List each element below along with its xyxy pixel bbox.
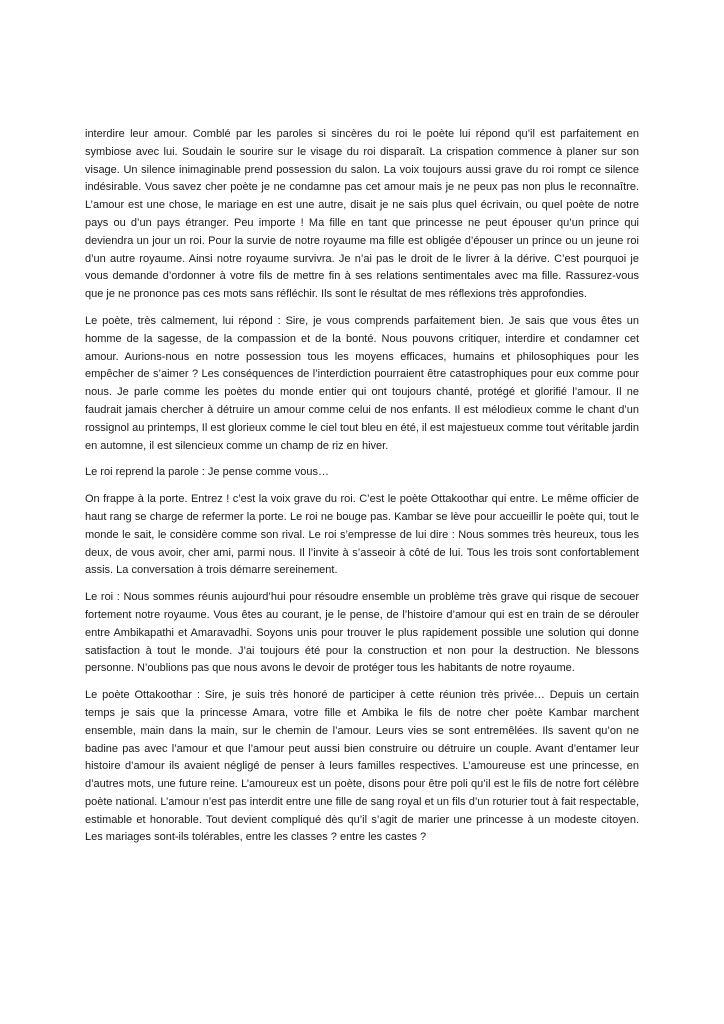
- paragraph: interdire leur amour. Comblé par les paroles si sincères du roi le poète lui répond qu’il est parfaitement en symbiose avec lui. Soudain le sourire sur le visage du roi disparaît. La crispation commence à planer sur son visage. Un silence inimaginable prend possession du salon. La voix toujours aussi grave du roi rompt ce silence indésirable. Vous savez cher poète je ne condamne pas cet amour mais je ne peux pas non plus le reconnaître. L’amour est une chose, le mariage en est une autre, disait je ne sais plus quel écrivain, ou quel poète de notre pays ou d’un pays étranger. Peu importe ! Ma fille en tant que princesse ne peut épouser qu’un prince qui deviendra un jour un roi. Pour la survie de notre royaume ma fille est obligée d’épouser un prince ou un jeune roi d’un autre royaume. Ainsi notre royaume survivra. Je n’ai pas le droit de le livrer à la dérive. C’est pourquoi je vous demande d’ordonner à votre fils de mettre fin à ses relations sentimentales avec ma fille. Rassurez-vous que je ne prononce pas ces mots sans réfléchir. Ils sont le résultat de mes réflexions très approfondies.: [85, 128, 639, 301]
- paragraph: On frappe à la porte. Entrez ! c’est la voix grave du roi. C’est le poète Ottakoothar qui entre. Le même officier de haut rang se charge de refermer la porte. Le roi ne bouge pas. Kambar se lève pour accueillir le poète qui, tout le monde le sait, le considère comme son rival. Le roi s’empresse de lui dire : Nous sommes très heureux, tous les deux, de vous avoir, cher ami, parmi nous. Il l’invite à s’asseoir à côté de lui. Tous les trois sont confortablement assis. La conversation à trois démarre sereinement.: [85, 493, 639, 577]
- body-text: [85, 126, 639, 856]
- paragraph: Le poète, très calmement, lui répond : Sire, je vous comprends parfaitement bien. Je sais que vous êtes un homme de la sagesse, de la compassion et de la bonté. Nous pouvons critiquer, interdire et condamner cet amour. Aurions-nous en notre possession tous les moyens efficaces, humains et philosophiques pour les empêcher de s’aimer ? Les conséquences de l’interdiction pourraient être catastrophiques pour eux comme pour nous. Je parle comme les poètes du monde entier qui ont toujours chanté, protégé et glorifié l’amour. Il ne faudrait jamais chercher à détruire un amour comme celui de nos enfants. Il est mélodieux comme le chant d’un rossignol au printemps, Il est glorieux comme le ciel tout bleu en été, il est majestueux comme tout véritable jardin en automne, il est silencieux comme un champ de riz en hiver.: [85, 314, 639, 452]
- paragraph: Le roi : Nous sommes réunis aujourd’hui pour résoudre ensemble un problème très grave qui risque de secouer fortement notre royaume. Vous êtes au courant, je le pense, de l’histoire d’amour qui est en train de se dérouler entre Ambikapathi et Amaravadhi. Soyons unis pour trouver le plus rapidement possible une solution qui donne satisfaction à tout le monde. J’ai toujours été pour la construction et non pour la destruction. Ne blessons personne. N’oublions pas que nous avons le devoir de protéger tous les habitants de notre royaume.: [85, 591, 639, 675]
- paragraph: Le roi reprend la parole : Je pense comme vous…: [85, 466, 329, 479]
- paragraph: Le poète Ottakoothar : Sire, je suis très honoré de participer à cette réunion très privée… Depuis un certain temps je sais que la princesse Amara, votre fille et Ambika le fils de notre cher poète Kambar marchent ensemble, main dans la main, sur le chemin de l’amour. Leurs vies se sont entremêlées. Ils savent qu’on ne badine pas avec l’amour et que l’amour peut aussi bien construire ou détruire un couple. Avant d’entamer leur histoire d’amour ils avaient négligé de penser à leurs familles respectives. L’amoureuse est une princesse, en d’autres mots, une future reine. L’amoureux est un poète, disons pour être poli qu’il est le fils de notre fort célèbre poète national. L’amour n’est pas interdit entre une fille de sang royal et un fils d’un roturier tout à fait respectable, estimable et honorable. Tout devient compliqué dès qu’il s’agit de marier une princesse à un modeste citoyen. Les mariages sont-ils tolérables, entre les classes ? entre les castes ?: [85, 689, 639, 844]
